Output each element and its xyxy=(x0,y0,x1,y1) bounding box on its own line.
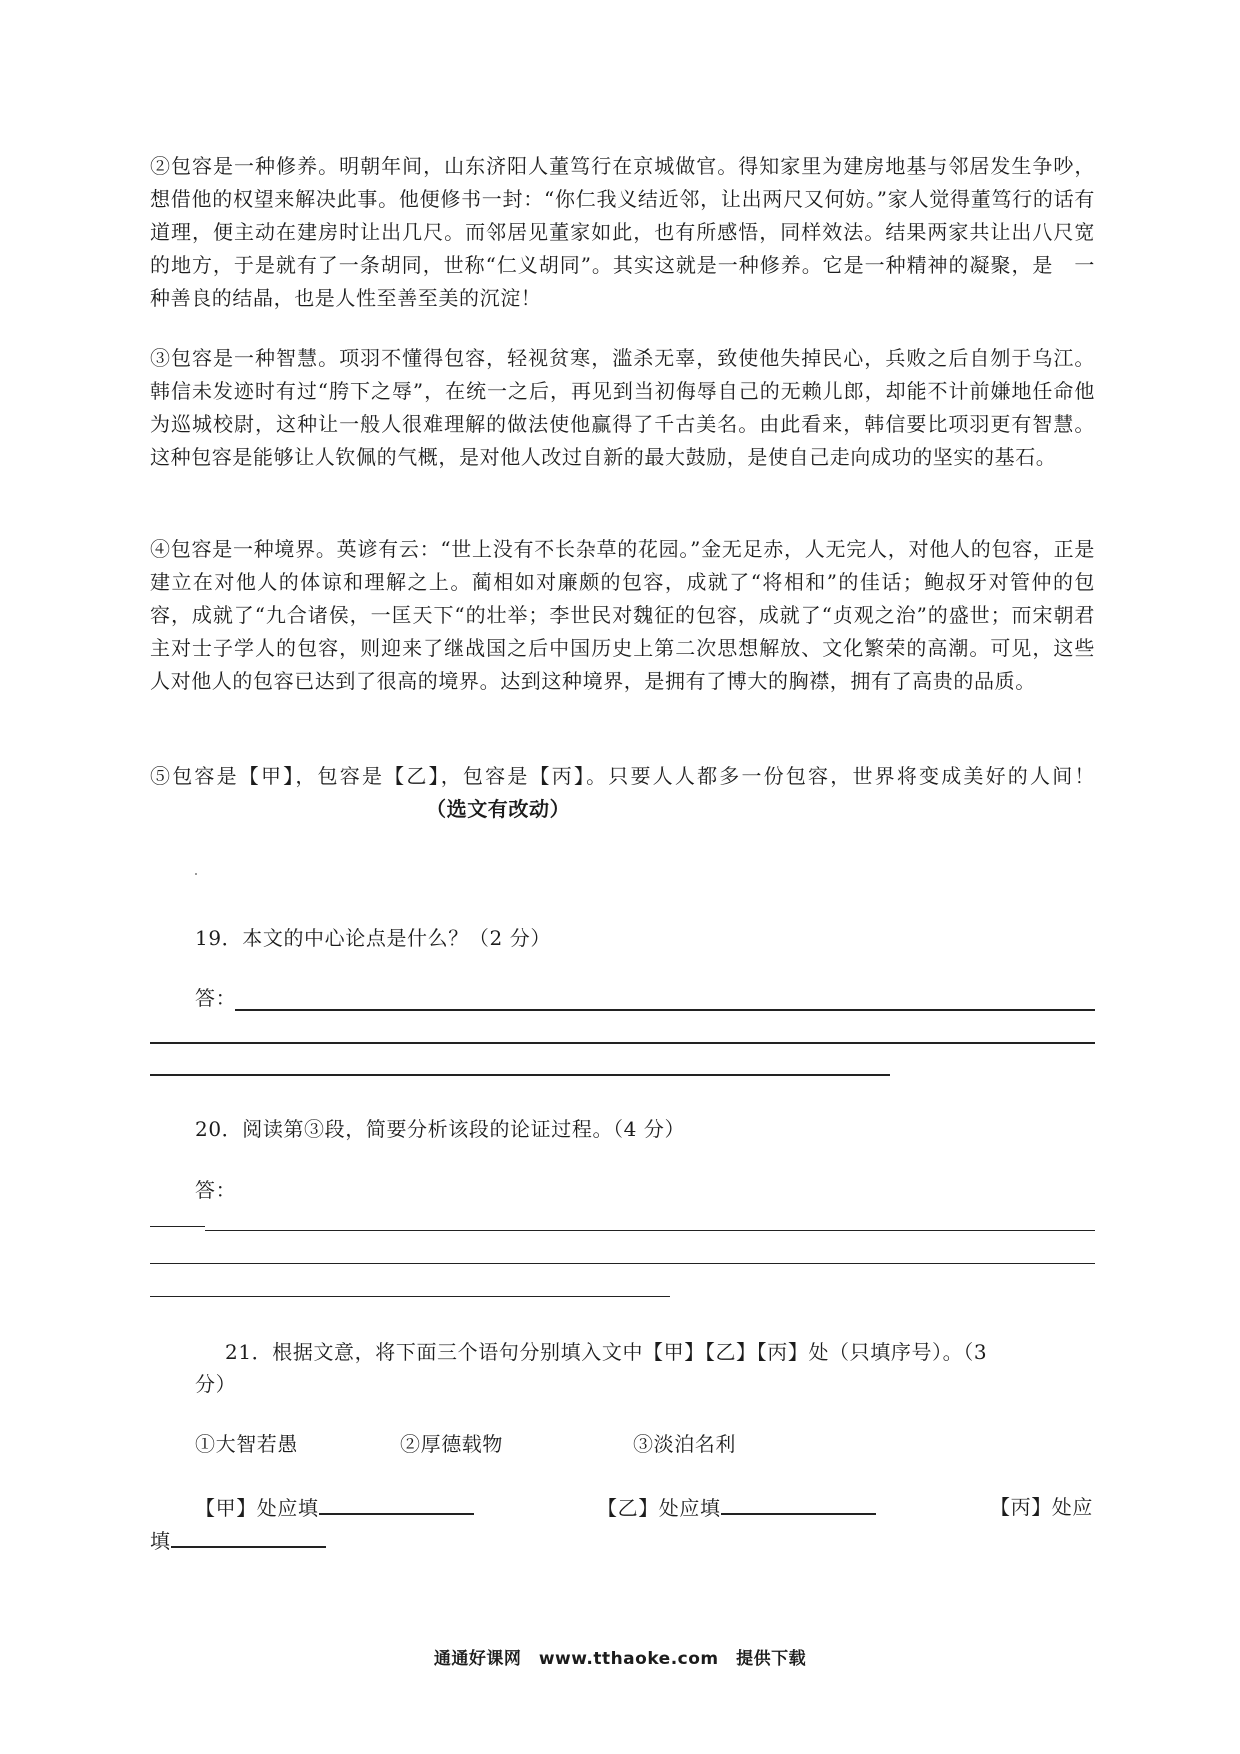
question-21-line2: 分） xyxy=(195,1372,237,1396)
option-1: ①大智若愚 xyxy=(195,1432,298,1456)
paragraph-5-text: ⑤包容是【甲】，包容是【乙】，包容是【丙】。只要人人都多一份包容，世界将变成美好的人间！ xyxy=(150,764,1095,788)
fill-yi xyxy=(597,1491,876,1525)
question-19-answer-label: 答： xyxy=(195,986,237,1010)
fill-jia xyxy=(195,1491,474,1525)
fill-yi-label: 【乙】处应填 xyxy=(597,1496,721,1520)
question-20: 20．阅读第③段，简要分析该段的论证过程。（4 分） xyxy=(195,1117,686,1141)
answer-line[interactable] xyxy=(235,1009,1095,1011)
fill-bing-blank[interactable] xyxy=(171,1524,326,1548)
source-note: （选文有改动） xyxy=(426,797,571,821)
paragraph-5 xyxy=(150,760,1095,826)
option-2: ②厚德载物 xyxy=(400,1432,503,1456)
question-21-line1: 21．根据文意，将下面三个语句分别填入文中【甲】【乙】【丙】处（只填序号）。（3 xyxy=(225,1340,988,1364)
stray-mark xyxy=(195,873,197,875)
answer-line[interactable] xyxy=(205,1230,1095,1231)
question-20-answer-label: 答： xyxy=(195,1178,237,1202)
question-19: 19．本文的中心论点是什么？（2 分） xyxy=(195,926,551,950)
option-3: ③淡泊名利 xyxy=(633,1432,736,1456)
answer-line[interactable] xyxy=(150,1042,1095,1044)
fill-jia-blank[interactable] xyxy=(319,1491,474,1515)
fill-yi-blank[interactable] xyxy=(721,1491,876,1515)
fill-bing-label-a: 【丙】处应 xyxy=(990,1495,1093,1519)
answer-line[interactable] xyxy=(150,1263,1095,1264)
answer-line[interactable] xyxy=(150,1226,205,1227)
answer-line[interactable] xyxy=(150,1074,890,1076)
fill-jia-label: 【甲】处应填 xyxy=(195,1496,319,1520)
fill-bing-label-b: 填 xyxy=(150,1529,171,1553)
paragraph-3: ③包容是一种智慧。项羽不懂得包容，轻视贫寒，滥杀无辜，致使他失掉民心，兵败之后自刎于乌江。韩信未发迹时有过“胯下之辱”，在统一之后，再见到当初侮辱自己的无赖儿郎，却能不计前嫌地任命他为巡城校尉，这种让一般人很难理解的做法使他赢得了千古美名。由此看来，韩信要比项羽更有智慧。这种包容是能够让人钦佩的气概，是对他人改过自新的最大鼓励，是使自己走向成功的坚实的基石。 xyxy=(150,346,1095,469)
answer-line[interactable] xyxy=(150,1296,670,1297)
paragraph-4: ④包容是一种境界。英谚有云：“世上没有不长杂草的花园。”金无足赤，人无完人，对他人的包容，正是建立在对他人的体谅和理解之上。蔺相如对廉颇的包容，成就了“将相和”的佳话；鲍叔牙对管仲的包容，成就了“九合诸侯，一匡天下“的壮举；李世民对魏征的包容，成就了“贞观之治”的盛世；而宋朝君主对士子学人的包容，则迎来了继战国之后中国历史上第二次思想解放、文化繁荣的高潮。可见，这些人对他人的包容已达到了很高的境界。达到这种境界，是拥有了博大的胸襟，拥有了高贵的品质。 xyxy=(150,537,1095,693)
fill-bing xyxy=(150,1524,326,1558)
paragraph-2: ②包容是一种修养。明朝年间，山东济阳人董笃行在京城做官。得知家里为建房地基与邻居发生争吵，想借他的权望来解决此事。他便修书一封：“你仁我义结近邻，让出两尺又何妨。”家人觉得董笃行的话有道理，便主动在建房时让出几尺。而邻居见董家如此，也有所感悟，同样效法。结果两家共让出八尺宽的地方，于是就有了一条胡同，世称“仁义胡同”。其实这就是一种修养。它是一种精神的凝聚，是 一种善良的结晶，也是人性至善至美的沉淀！ xyxy=(150,154,1095,310)
footer-credit: 通通好课网 www.tthaoke.com 提供下载 xyxy=(433,1649,807,1669)
